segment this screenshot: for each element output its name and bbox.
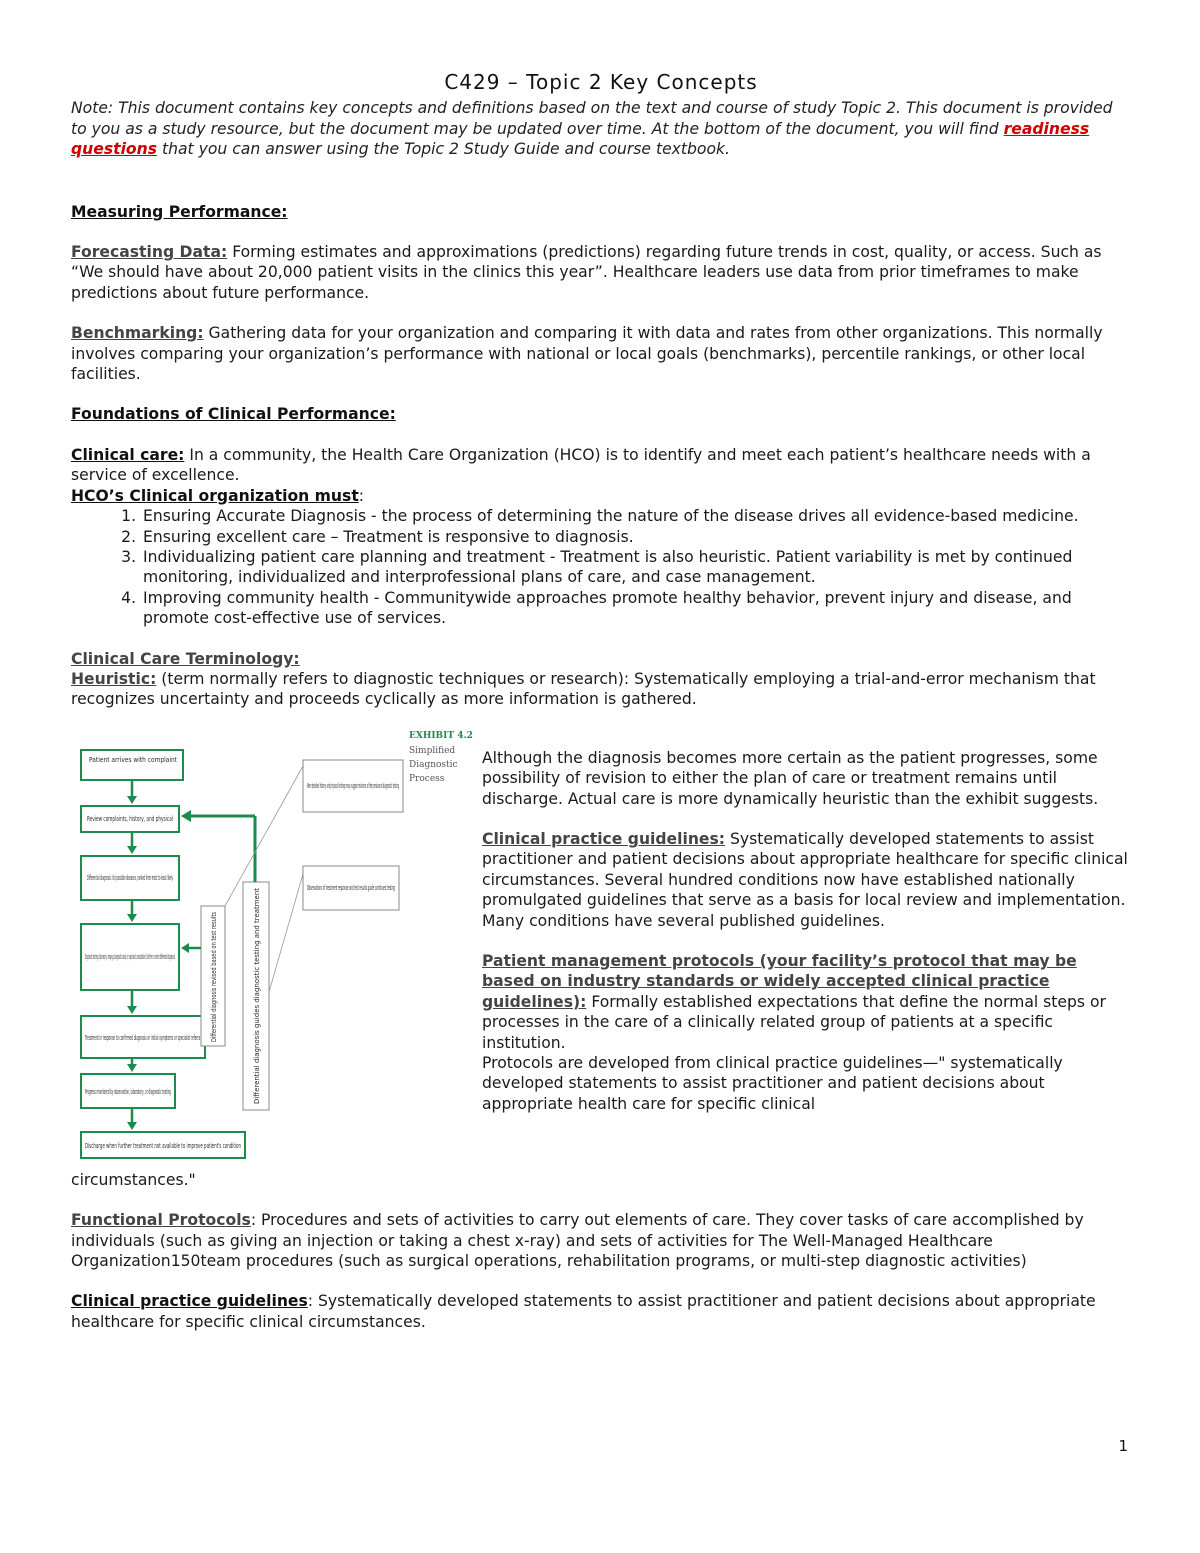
hco-colon: : (358, 486, 365, 505)
exhibit-text-column (482, 748, 1134, 1115)
hco-heading-line (71, 486, 1131, 506)
cpg-definition-term: Clinical practice guidelines (71, 1292, 308, 1311)
forecasting-text: Forming estimates and approximations (predictions) regarding future trends in cost, quality, or access. Such as “We should have about 20,000 patient visits in the clinics this year”. Healthcare leaders use data from prior timeframes to make predictions about future performance. (71, 243, 1102, 302)
document-page (71, 68, 1131, 1332)
pmp-paragraph (482, 951, 1134, 1053)
hco-list (71, 506, 1131, 628)
list-item: 1. Ensuring Accurate Diagnosis - the process of determining the nature of the disease drives all evidence-based medicine. (141, 506, 1131, 526)
side-box-revised: Differential diagnosis revised based on test results (210, 864, 218, 1042)
measuring-performance-heading: Measuring Performance: (71, 202, 288, 221)
exhibit-paragraph: Although the diagnosis becomes more certain as the patient progresses, some possibility of revision to either the plan of care or treatment remains until discharge. Actual care is more dynamically heuristic than the exhibit suggests. (482, 748, 1099, 808)
pmp-text: Formally established expectations that define the normal steps or processes in the care of a clinically related group of patients at a specific institution. (482, 992, 1106, 1052)
foundations-heading: Foundations of Clinical Performance: (71, 405, 396, 424)
cpg-definition-paragraph (71, 1291, 1131, 1332)
clinical-care-paragraph (71, 445, 1131, 486)
note-box-2: Observations of treatment response and test results guide continued testing (307, 883, 395, 892)
note-text-pre: Note: This document contains key concepts and definitions based on the text and course of study Topic 2. This document is provided to you as a study resource, but the document may be updated over time. At the bottom of the document, you will find (71, 99, 1113, 138)
cpg-paragraph (482, 829, 1134, 931)
page-title: C429 – Topic 2 Key Concepts (444, 70, 758, 94)
readiness-questions-link[interactable]: readiness questions (71, 119, 1090, 159)
forecasting-paragraph (71, 242, 1131, 303)
exhibit-caption-line-2: Diagnostic (409, 759, 458, 770)
heuristic-paragraph (71, 669, 1131, 710)
flow-box-2: Review complaints, history, and physical (87, 814, 174, 823)
note-text-post: that you can answer using the Topic 2 Study Guide and course textbook. (157, 140, 730, 159)
terminology-heading: Clinical Care Terminology: (71, 649, 300, 668)
exhibit-label: EXHIBIT 4.2 (409, 730, 473, 741)
pmp-continuation: circumstances." (71, 1170, 196, 1189)
list-item: 2. Ensuring excellent care – Treatment is responsive to diagnosis. (141, 527, 1131, 547)
benchmarking-term: Benchmarking: (71, 324, 204, 343)
cpg-definition-text: : Systematically developed statements to assist practitioner and patient decisions about appropriate healthcare for specific clinical circumstances. (71, 1292, 1096, 1331)
clinical-care-text: In a community, the Health Care Organization (HCO) is to identify and meet each patient’s healthcare needs with a service of excellence. (71, 445, 1091, 485)
flow-box-5: Treatment in response to confirmed diagnosis or initial symptoms or specialist referral (84, 1033, 202, 1042)
clinical-care-term: Clinical care: (71, 445, 185, 464)
note-box-1: More detailed history and physical findings may suggest revisions of the provisional diagnostic testing (307, 781, 399, 790)
functional-protocols-paragraph (71, 1210, 1131, 1271)
page-number: 1 (1118, 1437, 1128, 1455)
forecasting-term: Forecasting Data: (71, 243, 228, 262)
flow-box-7: Discharge when further treatment not available to improve patient's condition (85, 1141, 241, 1150)
heuristic-term: Heuristic: (71, 669, 157, 688)
side-box-guides: Differential diagnosis guides diagnostic testing and treatment (253, 886, 261, 1104)
benchmarking-paragraph (71, 323, 1131, 384)
benchmarking-text: Gathering data for your organization and comparing it with data and rates from other organizations. This normally involves comparing your organization’s performance with national or local goals (benchmarks), percentile rankings, or other local facilities. (71, 324, 1103, 384)
diagnostic-process-diagram (77, 730, 477, 1170)
functional-protocols-term: Functional Protocols (71, 1211, 251, 1230)
flow-box-4: Diagnostic testing (laboratory, imaging, diagnostic study, or specialist consultation) Confirm or correct differential diagnosis (85, 952, 176, 961)
exhibit-caption-line-1: Simplified (409, 745, 456, 756)
intro-note (71, 98, 1131, 159)
pmp-term: Patient management protocols (your facility’s protocol that may be based on industry standards or widely accepted clinical practice guidelines): (482, 952, 1077, 1011)
pmp-paragraph-2: Protocols are developed from clinical practice guidelines—" systematically developed statements to assist practitioner and patient decisions about appropriate health care for specific clinical (482, 1054, 1063, 1113)
flow-box-3: Differential diagnosis: list possible diseases, ranked from most to least likely (87, 873, 173, 882)
list-item: 4. Improving community health - Communitywide approaches promote healthy behavior, prevent injury and disease, and promote cost-effective use of services. (141, 588, 1131, 629)
list-item: 3. Individualizing patient care planning and treatment - Treatment is also heuristic. Patient variability is met by continued monitoring, individualized and interprofessional plans of care, and case management. (141, 547, 1131, 588)
flow-box-6: Progress monitored by observation, laboratory, or diagnostic testing (85, 1087, 171, 1096)
cpg-text: Systematically developed statements to assist practitioner and patient decisions about appropriate healthcare for specific clinical circumstances. Several hundred conditions now have established nationally promulgated guidelines that serve as a basis for local review and implementation. Many conditions have several published guidelines. (482, 829, 1128, 930)
cpg-term: Clinical practice guidelines: (482, 829, 726, 848)
exhibit-caption-line-3: Process (409, 773, 445, 784)
hco-heading: HCO’s Clinical organization must (71, 486, 359, 505)
exhibit-row (71, 730, 1131, 1170)
flow-box-1: Patient arrives with complaint (89, 755, 178, 764)
heuristic-text: (term normally refers to diagnostic techniques or research): Systematically employing a trial-and-error mechanism that recognizes uncertainty and proceeds cyclically as more information is gathered. (71, 669, 1096, 709)
functional-protocols-text: : Procedures and sets of activities to carry out elements of care. They cover tasks of care accomplished by individuals (such as giving an injection or taking a chest x-ray) and sets of activities for The Well-Managed Healthcare Organization150team procedures (such as surgical operations, rehabilitation programs, or multi-step diagnostic activities) (71, 1211, 1084, 1270)
